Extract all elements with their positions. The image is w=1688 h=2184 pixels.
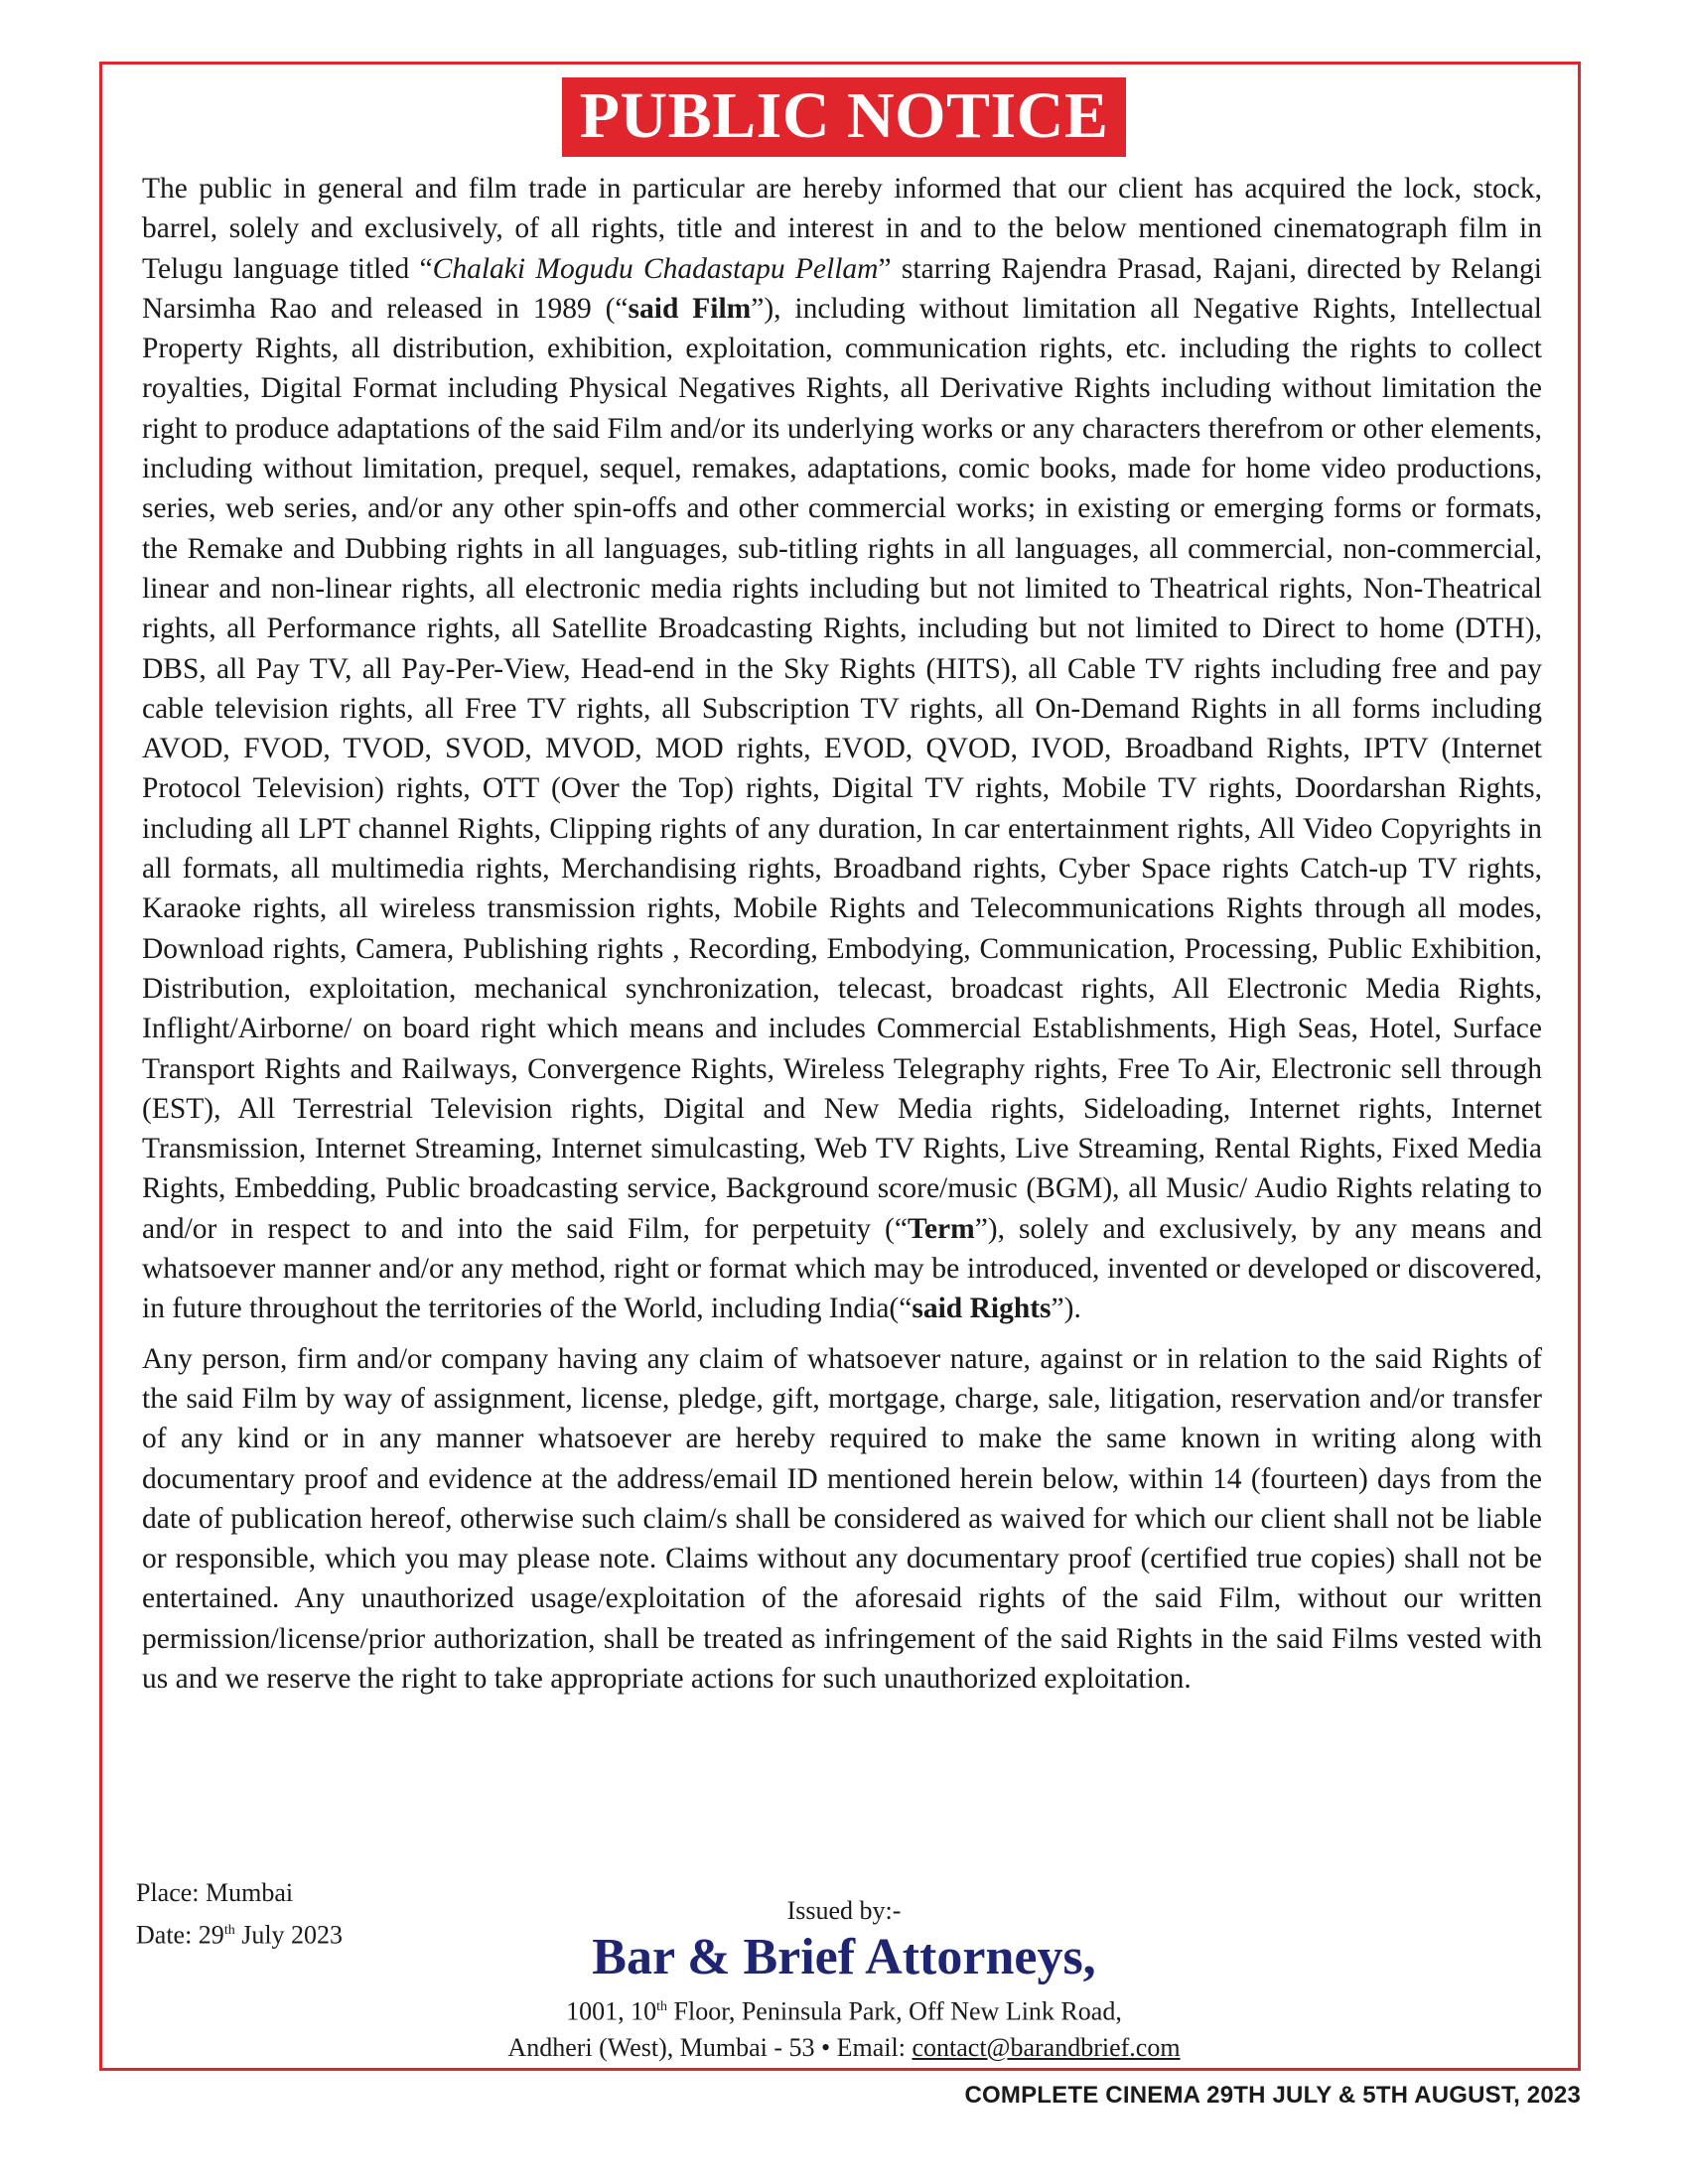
notice-paragraph-1 [142, 169, 1542, 1329]
notice-paragraph-2: Any person, firm and/or company having any claim of whatsoever nature, against or in relation to the said Rights of the said Film by way of assignment, license, pledge, gift, mortgage, charge, sale, litigation, reservation and/or transfer of any kind or in any manner whatsoever are hereby required to make the same known in writing along with documentary proof and evidence at the address/email ID mentioned herein below, within 14 (fourteen) days from the date of publication hereof, otherwise such claim/s shall be considered as waived for which our client shall not be liable or responsible, which you may please note. Claims without any documentary proof (certified true copies) shall not be entertained. Any unauthorized usage/exploitation of the aforesaid rights of the said Film, without our written permission/license/prior authorization, shall be treated as infringement of the said Rights in the said Films vested with us and we reserve the right to take appropriate actions for such unauthorized exploitation. [142, 1342, 1542, 1695]
address-line-1-b: Floor, Peninsula Park, Off New Link Road, [667, 1996, 1122, 2026]
address-line-2-text: Andheri (West), Mumbai - 53 • Email: [507, 2032, 913, 2062]
place-line: Place: Mumbai [136, 1878, 294, 1907]
address-line-1-a: 1001, 10 [566, 1996, 657, 2026]
date-ordinal: th [223, 1923, 235, 1938]
notice-title: PUBLIC NOTICE [562, 77, 1127, 157]
address-floor-ordinal: th [656, 1999, 668, 2014]
notice-body [142, 169, 1542, 1699]
address-line-1 [0, 1989, 1688, 2030]
email-link[interactable]: contact@barandbrief.com [912, 2032, 1181, 2062]
said-film-term: said Film [628, 292, 752, 325]
film-title: Chalaki Mogudu Chadastapu Pellam [432, 252, 879, 285]
publication-footer: COMPLETE CINEMA 29TH JULY & 5TH AUGUST, 2023 [964, 2082, 1581, 2109]
term-term: Term [907, 1212, 975, 1245]
issued-by-label: Issued by:- [786, 1896, 902, 1925]
date-suffix: July 2023 [234, 1920, 344, 1950]
para1-text-c: ”), including without limitation all Negative Rights, Intellectual Property Rights, all distribution, exhibition, exploitation, communication rights, etc. including the rights to collect royalties, Digital Format including Physical Negatives Rights, all Derivative Rights including without limitation the right to produce adaptations of the said Film and/or its underlying works or any characters therefrom or other elements, including without limitation, prequel, sequel, remakes, adaptations, comic books, made for home video productions, series, web series, and/or any other spin-offs and other commercial works; in existing or emerging forms or formats, the Remake and Dubbing rights in all languages, sub-titling rights in all languages, all commercial, non-commercial, linear and non-linear rights, all electronic media rights including but not limited to Theatrical rights, Non-Theatrical rights, all Performance rights, all Satellite Broadcasting Rights, including but not limited to Direct to home (DTH), DBS, all Pay TV, all Pay-Per-View, Head-end in the Sky Rights (HITS), all Cable TV rights including free and pay cable television rights, all Free TV rights, all Subscription TV rights, all On-Demand Rights in all forms including AVOD, FVOD, TVOD, SVOD, MVOD, MOD rights, EVOD, QVOD, IVOD, Broadband Rights, IPTV (Internet Protocol Television) rights, OTT (Over the Top) rights, Digital TV rights, Mobile TV rights, Doordarshan Rights, including all LPT channel Rights, Clipping rights of any duration, In car entertainment rights, All Video Copyrights in all formats, all multimedia rights, Merchandising rights, Broadband rights, Cyber Space rights Catch-up TV rights, Karaoke rights, all wireless transmission rights, Mobile Rights and Telecommunications Rights through all modes, Download rights, Camera, Publishing rights , Recording, Embodying, Communication, Processing, Public Exhibition, Distribution, exploitation, mechanical synchronization, telecast, broadcast rights, All Electronic Media Rights, Inflight/Airborne/ on board right which means and includes Commercial Establishments, High Seas, Hotel, Surface Transport Rights and Railways, Convergence Rights, Wireless Telegraphy rights, Free To Air, Electronic sell through (EST), All Terrestrial Television rights, Digital and New Media rights, Sideloading, Internet rights, Internet Transmission, Internet Streaming, Internet simulcasting, Web TV Rights, Live Streaming, Rental Rights, Fixed Media Rights, Embedding, Public broadcasting service, Background score/music (BGM), all Music/ Audio Rights relating to and/or in respect to and into the said Film, for perpetuity (“ [142, 292, 1542, 1245]
said-rights-term: said Rights [912, 1293, 1052, 1325]
para1-text-e: ”). [1051, 1293, 1081, 1325]
para1-text-a: The public in general and film trade in particular are hereby informed that our client has acquired the lock, stock, barrel, solely and exclusively, of all rights, title and interest in and to the below mentioned cinematograph film in Telugu language titled “ [142, 173, 1542, 285]
firm-address [0, 1989, 1688, 2066]
para1-text-d: ”), solely and exclusively, by any means and whatsoever manner and/or any method, right or format which may be introduced, invented or developed or discovered, in future throughout the territories of the World, including India(“ [142, 1212, 1542, 1325]
address-line-2 [0, 2030, 1688, 2066]
date-prefix: Date: 29 [136, 1920, 224, 1950]
para1-text-b: ” starring Rajendra Prasad, Rajani, directed by Relangi Narsimha Rao and released in 1989 (“ [142, 252, 1543, 325]
title-wrap [0, 77, 1688, 157]
firm-name: Bar & Brief Attorneys, [592, 1929, 1096, 1985]
